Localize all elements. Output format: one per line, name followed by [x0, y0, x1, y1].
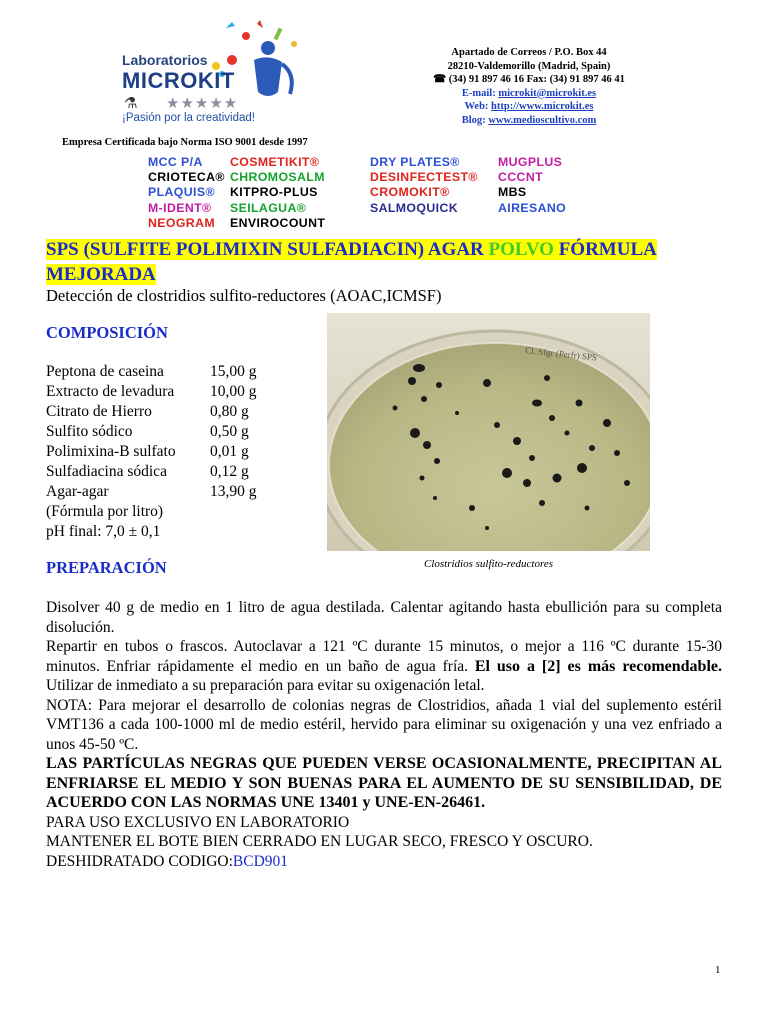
brand-item: AIRESANO: [498, 200, 567, 215]
lab-use-only: PARA USO EXCLUSIVO EN LABORATORIO: [46, 813, 350, 831]
address-phone: ☎ (34) 91 897 46 16 Fax: (34) 91 897 46 41: [433, 74, 625, 85]
blog-label: Blog:: [461, 114, 489, 126]
product-subtitle: Detección de clostridios sulfito-reductores (AOAC,ICMSF): [46, 286, 442, 305]
ingredient-quantity: 10,00 g: [210, 383, 257, 400]
composition-row: [46, 422, 257, 442]
brand-list: [148, 155, 588, 231]
ingredient-name: Extracto de levadura: [46, 383, 175, 400]
web-label: Web:: [464, 101, 492, 112]
ingredient-name: Sulfito sódico: [46, 423, 133, 440]
contact-address-block: [400, 46, 658, 127]
plate-label-text: Cl. Sfgr (Perfr) SPS: [524, 345, 598, 363]
prep-p2-start: Repartir en tubos o frascos. Autoclavar a 121 ºC durante 15 minutos, o mejor a 116 ºC durante 15-30 minutos. Enfriar rápidamente el medio en un baño de agua fría.: [46, 638, 722, 675]
ingredient-quantity: 0,12 g: [210, 463, 249, 480]
address-email-row: [400, 87, 658, 101]
logo-laboratorios-text: Laboratorios: [122, 52, 208, 68]
petri-dish-photo: [327, 313, 650, 551]
ingredient-quantity: 0,50 g: [210, 423, 249, 440]
blog-link[interactable]: www.medioscultivo.com: [488, 114, 597, 126]
rating-stars: ★★★★★: [166, 94, 239, 112]
brand-item: SALMOQUICK: [370, 200, 459, 215]
logo-microkit-text: MICROKIT: [122, 68, 235, 93]
ingredient-name: Peptona de caseina: [46, 363, 164, 380]
title-part-1: SPS (SULFITE POLIMIXIN SULFADIACIN) AGAR: [46, 239, 489, 260]
brand-item: CCCNT: [498, 170, 544, 185]
page-number: 1: [715, 964, 721, 976]
prep-paragraph-1: Disolver 40 g de medio en 1 litro de agua destilada. Calentar agitando hasta ebullición para su completa disolución.: [46, 599, 722, 636]
brand-item: ENVIROCOUNT: [230, 215, 326, 230]
dehydrated-code-label: DESHIDRATADO CODIGO:: [46, 852, 233, 870]
ingredient-name: Citrato de Hierro: [46, 403, 152, 420]
composition-row: [46, 482, 257, 502]
address-city: 28210-Valdemorillo (Madrid, Spain): [447, 60, 611, 72]
brand-item: DRY PLATES®: [370, 155, 460, 169]
composition-row: [46, 362, 257, 382]
composition-ph: pH final: 7,0 ± 0,1: [46, 523, 161, 540]
dehydrated-code: BCD901: [232, 852, 289, 870]
brand-item: DESINFECTEST®: [370, 170, 478, 185]
brand-item: MBS: [498, 185, 527, 200]
composition-table: [46, 362, 257, 502]
brand-item: SEILAGUA®: [230, 200, 307, 215]
brand-item: CROMOKIT®: [370, 185, 450, 200]
email-link[interactable]: microkit@microkit.es: [498, 87, 597, 99]
title-polvo: POLVO: [488, 239, 554, 260]
microkit-logo: [118, 14, 303, 136]
composition-row: [46, 462, 257, 482]
ingredient-name: Agar-agar: [46, 483, 109, 500]
prep-note: NOTA: Para mejorar el desarrollo de colonias negras de Clostridios, añada 1 vial del suplemento estéril VMT136 a cada 100-1000 ml de medio estéril, hervido para eliminar su oxigenación y una vez enfriado a unos 45-50 ºC.: [46, 696, 722, 753]
preparation-heading: PREPARACIÓN: [46, 558, 167, 577]
brand-item: COSMETIKIT®: [230, 155, 320, 169]
ingredient-quantity: 0,01 g: [210, 443, 249, 460]
petri-dish-image: [327, 313, 650, 551]
ingredient-quantity: 15,00 g: [210, 363, 257, 380]
brand-item: MCC P/A: [148, 155, 203, 169]
dehydrated-code-row: [46, 852, 722, 872]
brand-item: KITPRO-PLUS: [230, 185, 318, 200]
ingredient-name: Sulfadiacina sódica: [46, 463, 167, 480]
address-blog-row: [400, 114, 658, 128]
composition-row: [46, 402, 257, 422]
ingredient-quantity: 0,80 g: [210, 403, 249, 420]
photo-caption: Clostridios sulfito-reductores: [423, 558, 554, 570]
logo-tagline: ¡Pasión por la creatividad!: [122, 112, 255, 124]
prep-paragraph-2: [46, 637, 722, 696]
prep-p2-emphasis: El uso a [2] es más recomendable.: [474, 657, 723, 675]
title-part-3: FÓRMULA MEJORADA: [46, 239, 657, 285]
composition-note: (Fórmula por litro): [46, 503, 164, 520]
composition-heading: COMPOSICIÓN: [46, 323, 168, 342]
brand-item: CHROMOSALM: [230, 170, 325, 185]
preparation-body: [46, 598, 722, 871]
product-title: [46, 237, 751, 287]
handshake-icon: ⚗: [124, 94, 138, 112]
composition-row: [46, 442, 257, 462]
brand-item: PLAQUIS®: [148, 185, 215, 200]
address-po-box: Apartado de Correos / P.O. Box 44: [451, 47, 607, 58]
composition-row: [46, 382, 257, 402]
prep-p2-end: Utilizar de inmediato a su preparación para evitar su oxigenación letal.: [46, 677, 485, 694]
address-web-row: [400, 100, 658, 114]
brand-item: CRIOTECA®: [148, 170, 225, 185]
email-label: E-mail:: [461, 87, 499, 99]
black-particles-warning: LAS PARTÍCULAS NEGRAS QUE PUEDEN VERSE OCASIONALMENTE, PRECIPITAN AL ENFRIARSE EL MEDIO Y SON BUENAS PARA EL AUMENTO DE SU SENSIBILIDAD, DE ACUERDO CON LAS NORMAS UNE 13401 y UNE-EN-26461.: [46, 755, 722, 811]
composition-list: [46, 362, 257, 542]
ingredient-quantity: 13,90 g: [210, 483, 257, 500]
brand-item: MUGPLUS: [498, 155, 563, 169]
brand-item: M-IDENT®: [148, 200, 212, 215]
brand-item: NEOGRAM: [148, 215, 216, 230]
certification-note: Empresa Certificada bajo Norma ISO 9001 desde 1997: [62, 137, 308, 148]
storage-instructions: MANTENER EL BOTE BIEN CERRADO EN LUGAR SECO, FRESCO Y OSCURO.: [46, 833, 593, 850]
ingredient-name: Polimixina-B sulfato: [46, 443, 176, 460]
web-link[interactable]: http://www.microkit.es: [491, 101, 594, 112]
